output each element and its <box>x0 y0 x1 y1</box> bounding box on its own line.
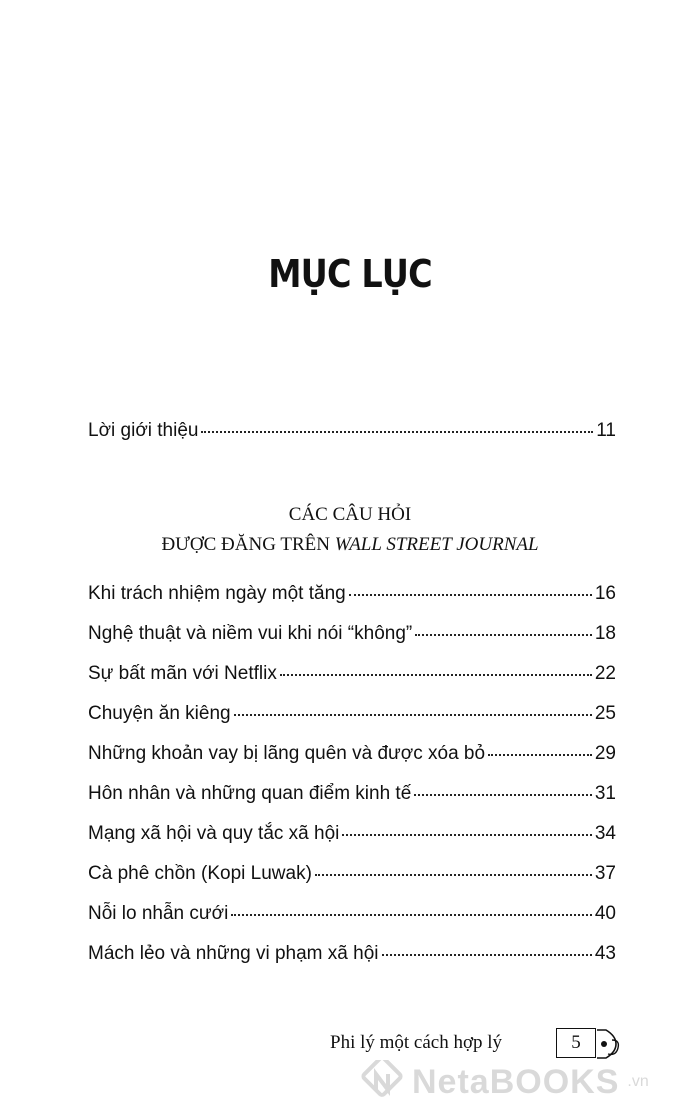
toc-entry-label: Hôn nhân và những quan điểm kinh tế <box>88 783 412 804</box>
toc-entry-label: Những khoản vay bị lãng quên và được xóa bỏ <box>88 743 486 764</box>
leader-dots <box>280 673 592 676</box>
toc-entry-page: 11 <box>596 420 616 441</box>
toc-entry-label: Sự bất mãn với Netflix <box>88 663 277 684</box>
toc-entry <box>88 783 616 813</box>
netabooks-logo-icon <box>360 1060 404 1104</box>
leader-dots <box>234 713 592 716</box>
toc-entry-label: Nghệ thuật và niềm vui khi nói “không” <box>88 623 413 644</box>
leader-dots <box>231 913 592 916</box>
toc-entry-label: Nỗi lo nhẫn cưới <box>88 903 229 924</box>
toc-entry <box>88 703 616 733</box>
toc-entry-page: 22 <box>594 663 616 684</box>
toc-entry <box>88 583 616 613</box>
toc-entry-page: 18 <box>594 623 616 644</box>
leader-dots <box>414 793 592 796</box>
toc-entry <box>88 743 616 773</box>
toc-entry-label: Mách lẻo và những vi phạm xã hội <box>88 943 379 964</box>
leader-dots <box>315 873 592 876</box>
toc-entry <box>88 863 616 893</box>
watermark <box>360 1060 649 1104</box>
section-heading-prefix: ĐƯỢC ĐĂNG TRÊN <box>161 534 335 555</box>
leader-dots <box>415 633 592 636</box>
leader-dots <box>349 593 592 596</box>
toc-entry-intro <box>88 420 616 450</box>
footer-book-title: Phi lý một cách hợp lý <box>330 1032 503 1053</box>
toc-entry-label: Chuyện ăn kiêng <box>88 703 231 724</box>
toc-entry <box>88 943 616 973</box>
toc-entry <box>88 823 616 853</box>
toc-entry-label: Lời giới thiệu <box>88 420 199 441</box>
toc-entry <box>88 623 616 653</box>
page-number: 5 <box>556 1028 596 1058</box>
toc-entry <box>88 903 616 933</box>
leader-dots <box>201 430 593 433</box>
toc-entry-label: Mạng xã hội và quy tắc xã hội <box>88 823 340 844</box>
toc-entry-page: 31 <box>594 783 616 804</box>
watermark-suffix: .vn <box>627 1073 649 1090</box>
section-heading-line2 <box>0 530 700 560</box>
toc-entry-page: 29 <box>594 743 616 764</box>
leader-dots <box>382 953 592 956</box>
toc-entry-page: 25 <box>594 703 616 724</box>
toc-entry <box>88 663 616 693</box>
toc-entry-page: 43 <box>594 943 616 964</box>
leader-dots <box>488 753 592 756</box>
toc-entry-page: 34 <box>594 823 616 844</box>
toc-entry-page: 16 <box>594 583 616 604</box>
section-heading-journal: WALL STREET JOURNAL <box>334 534 539 555</box>
leader-dots <box>342 833 591 836</box>
toc-entry-label: Cà phê chồn (Kopi Luwak) <box>88 863 312 884</box>
toc-entry-label: Khi trách nhiệm ngày một tăng <box>88 583 346 604</box>
toc-entry-page: 37 <box>594 863 616 884</box>
tag-icon <box>596 1026 622 1062</box>
watermark-text: NetaBOOKS <box>412 1062 620 1101</box>
page-title: MỤC LỤC <box>268 252 432 296</box>
toc-entry-page: 40 <box>594 903 616 924</box>
section-heading-line1: CÁC CÂU HỎI <box>288 504 412 525</box>
